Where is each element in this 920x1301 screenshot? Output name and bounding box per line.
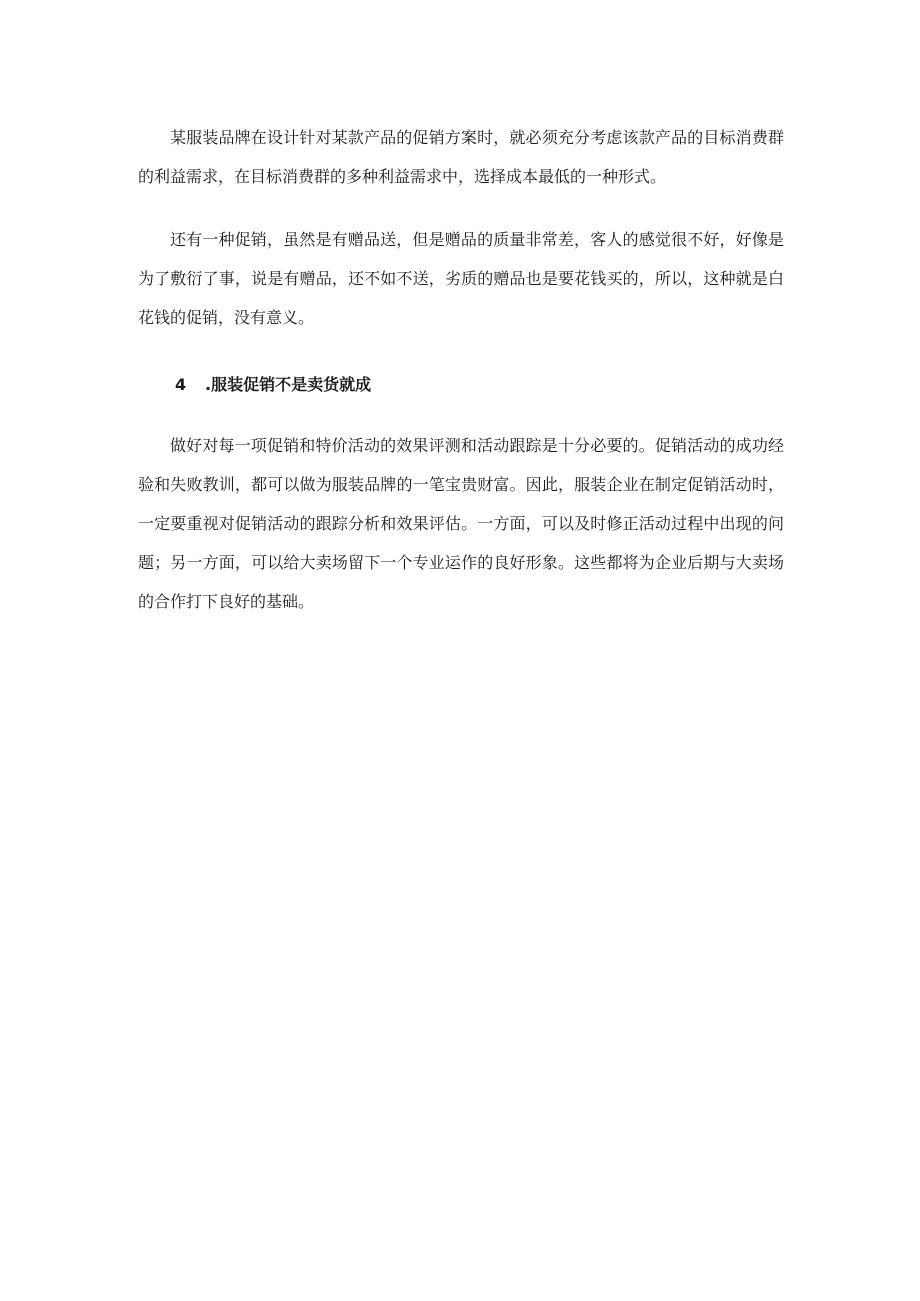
section-number: 4 <box>175 375 187 394</box>
section-heading <box>138 365 784 404</box>
paragraph-promotion-plan: 某服装品牌在设计针对某款产品的促销方案时，就必须充分考虑该款产品的目标消费群的利益需求，在目标消费群的多种利益需求中，选择成本最低的一种形式。 <box>138 128 784 186</box>
section-title: .服装促销不是卖货就成 <box>205 375 372 394</box>
paragraph-poor-gift-promotion: 还有一种促销，虽然是有赠品送，但是赠品的质量非常差，客人的感觉很不好，好像是为了敷衍了事，说是有赠品，还不如不送，劣质的赠品也是要花钱买的，所以，这种就是白花钱的促销，没有意义。 <box>138 230 784 327</box>
document-body <box>138 118 784 621</box>
paragraph-evaluation-tracking: 做好对每一项促销和特价活动的效果评测和活动跟踪是十分必要的。促销活动的成功经验和失败教训，都可以做为服装品牌的一笔宝贵财富。因此，服装企业在制定促销活动时，一定要重视对促销活动的跟踪分析和效果评估。一方面，可以及时修正活动过程中出现的问题；另一方面，可以给大卖场留下一个专业运作的良好形象。这些都将为企业后期与大卖场的合作打下良好的基础。 <box>138 436 784 611</box>
